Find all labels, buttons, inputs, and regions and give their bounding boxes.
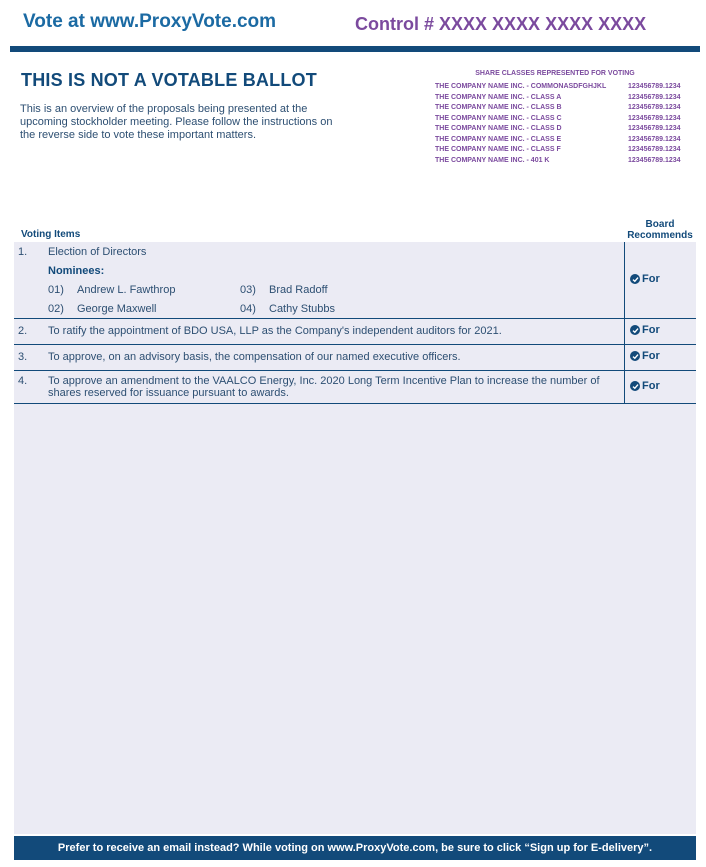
nominee-number: 04)	[240, 303, 256, 315]
share-row	[435, 145, 695, 156]
item-text: To approve, on an advisory basis, the compensation of our named executive officers.	[48, 351, 461, 363]
voting-item-1	[14, 242, 696, 319]
share-row	[435, 124, 695, 135]
nominee-name: Cathy Stubbs	[269, 303, 336, 315]
check-circle-icon	[630, 351, 640, 361]
page-title: THIS IS NOT A VOTABLE BALLOT	[21, 70, 317, 90]
item-number: 2.	[18, 325, 28, 337]
recommendation-label: For	[642, 350, 660, 362]
check-circle-icon	[630, 274, 640, 284]
share-classes-heading: SHARE CLASSES REPRESENTED FOR VOTING	[475, 70, 635, 77]
vote-url[interactable]: Vote at www.ProxyVote.com	[23, 11, 277, 32]
board-recommendation	[624, 242, 696, 318]
check-circle-icon	[630, 381, 640, 391]
share-name: THE COMPANY NAME INC. - CLASS F	[435, 146, 561, 153]
item-number: 4.	[18, 375, 28, 387]
nominee	[240, 284, 328, 296]
share-row	[435, 93, 695, 104]
nominee-number: 03)	[240, 284, 256, 296]
share-row	[435, 103, 695, 114]
recommendation	[630, 324, 660, 336]
recommendation	[630, 380, 660, 392]
board-recommends-label	[624, 219, 696, 241]
nominee-name: Brad Radoff	[269, 284, 328, 296]
share-value: 123456789.1234	[628, 114, 681, 122]
share-row	[435, 135, 695, 146]
item-text: To approve an amendment to the VAALCO Energy, Inc. 2020 Long Term Incentive Plan to increase the number of shares reserved for issuance pursuant to awards.	[48, 375, 600, 399]
share-name: THE COMPANY NAME INC. - CLASS D	[435, 125, 562, 132]
share-value: 123456789.1234	[628, 146, 681, 153]
recommendation	[630, 273, 660, 285]
nominee-number: 02)	[48, 303, 64, 315]
share-name: THE COMPANY NAME INC. - COMMONASDFGHJKL	[435, 83, 607, 90]
nominee	[48, 284, 175, 296]
footer-banner: Prefer to receive an email instead? While voting on www.ProxyVote.com, be sure to click “Sign up for E-delivery”.	[14, 836, 696, 860]
board-recommendation	[624, 345, 696, 370]
voting-item-2	[14, 319, 696, 345]
voting-items-label: Voting Items	[21, 229, 81, 240]
intro-text: This is an overview of the proposals being presented at the upcoming stockholder meeting. Please follow the instructions on the reverse side to vote these important matters.	[20, 103, 333, 141]
share-name: THE COMPANY NAME INC. - CLASS C	[435, 114, 562, 122]
recommendation	[630, 350, 660, 362]
board-label: Board	[645, 219, 675, 230]
nominees-label: Nominees:	[48, 265, 105, 277]
nominee	[240, 303, 335, 315]
recommendation-label: For	[642, 380, 660, 392]
item-number: 1.	[18, 246, 28, 258]
item-text: To ratify the appointment of BDO USA, LLP as the Company's independent auditors for 2021.	[48, 325, 502, 337]
control-value: XXXX XXXX XXXX XXXX	[439, 14, 647, 34]
share-name: THE COMPANY NAME INC. - CLASS A	[435, 93, 562, 101]
nominee-number: 01)	[48, 284, 64, 296]
share-value: 123456789.1234	[628, 156, 681, 164]
nominee-name: Andrew L. Fawthrop	[77, 284, 176, 296]
share-row	[435, 114, 695, 125]
share-name: THE COMPANY NAME INC. - CLASS B	[435, 104, 562, 111]
share-value: 123456789.1234	[628, 104, 681, 111]
share-name: THE COMPANY NAME INC. - 401 K	[435, 156, 550, 164]
control-label: Control #	[355, 14, 434, 34]
share-value: 123456789.1234	[628, 93, 681, 101]
voting-item-3	[14, 345, 696, 371]
item-text: Election of Directors	[48, 246, 147, 258]
share-value: 123456789.1234	[628, 83, 681, 90]
share-name: THE COMPANY NAME INC. - CLASS E	[435, 135, 562, 143]
control-number	[355, 14, 646, 35]
nominee	[48, 303, 156, 315]
share-row	[435, 156, 695, 167]
voting-item-4	[14, 371, 696, 404]
share-value: 123456789.1234	[628, 135, 681, 143]
check-circle-icon	[630, 325, 640, 335]
header	[10, 0, 700, 52]
share-value: 123456789.1234	[628, 125, 681, 132]
recommendation-label: For	[642, 273, 660, 285]
board-recommendation	[624, 319, 696, 344]
board-recommendation	[624, 371, 696, 403]
recommendation-label: For	[642, 324, 660, 336]
share-classes	[435, 70, 695, 166]
item-number: 3.	[18, 351, 28, 363]
share-row	[435, 82, 695, 93]
nominee-name: George Maxwell	[77, 303, 157, 315]
recommends-label: Recommends	[627, 230, 693, 241]
